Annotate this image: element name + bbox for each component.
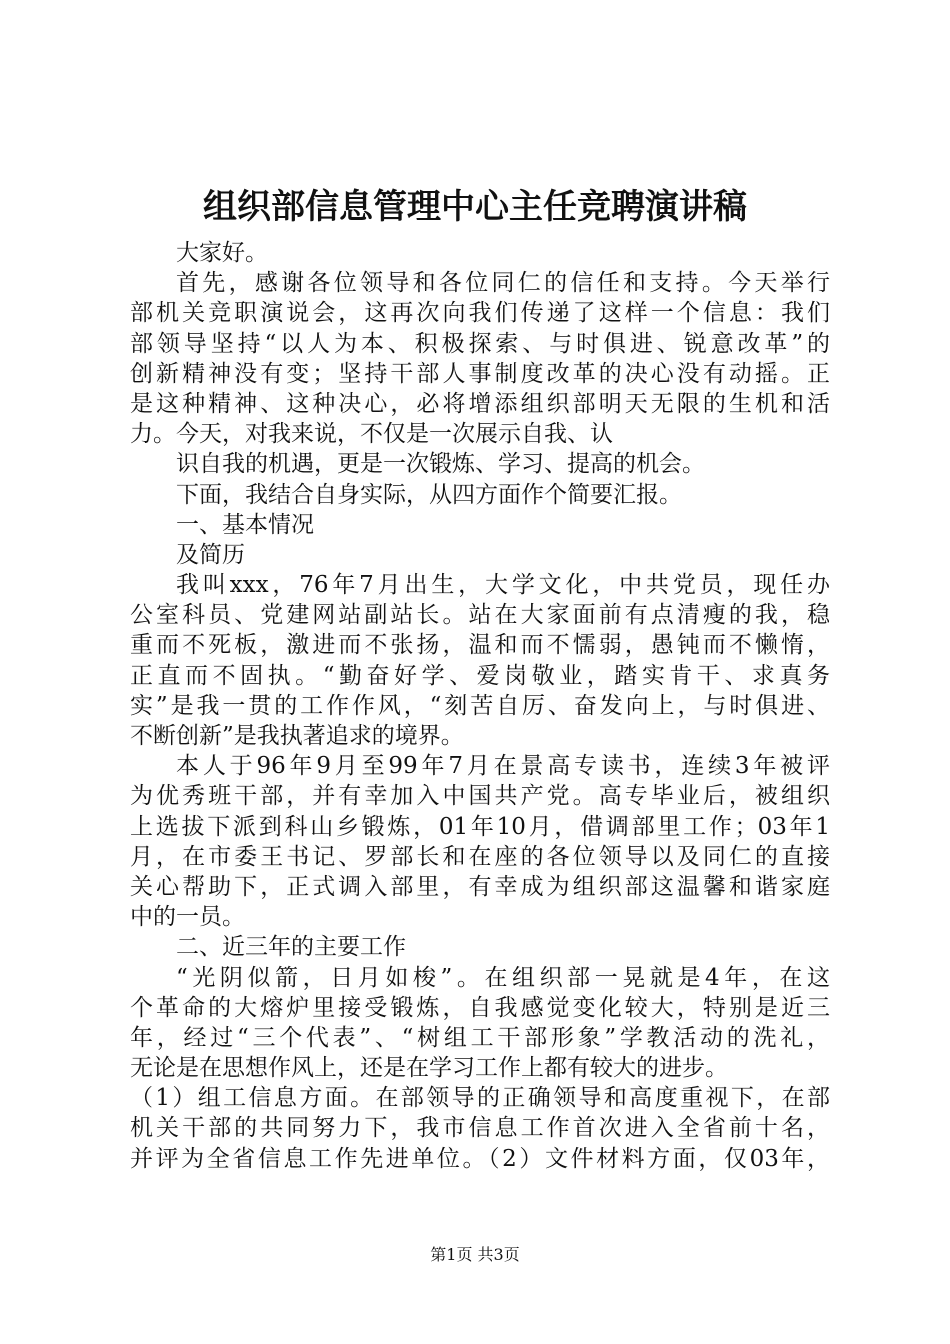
text-line: （1）组工信息方面。在部领导的正确领导和高度重视下，在部 [130,1085,830,1112]
text-line: 机关干部的共同努力下，我市信息工作首次进入全省前十名， [130,1115,830,1142]
text-line: 及简历 [176,541,245,568]
text-line: 部领导坚持“以人为本、积极探索、与时俱进、锐意改革”的 [130,330,830,357]
text-line: 并评为全省信息工作先进单位。（2）文件材料方面，仅03年， [130,1145,830,1172]
text-line: 识自我的机遇，更是一次锻炼、学习、提高的机会。 [176,451,705,478]
text-line: 实”是我一贯的工作作风，“刻苦自厉、奋发向上，与时俱进、 [130,692,830,719]
text-line: 重而不死板，激进而不张扬，温和而不懦弱，愚钝而不懒惰， [130,632,830,659]
text-line: 关心帮助下，正式调入部里，有幸成为组织部这温馨和谐家庭 [130,873,830,900]
text-line: 我叫xxx，76年7月出生，大学文化，中共党员，现任办 [176,572,830,599]
text-line: 年，经过“三个代表”、“树组工干部形象”学教活动的洗礼， [130,1024,830,1051]
text-line: 是这种精神、这种决心，必将增添组织部明天无限的生机和活 [130,390,830,417]
text-line: 力。今天，对我来说，不仅是一次展示自我、认 [130,421,613,448]
page-footer: 第1页 共3页 [430,1245,520,1264]
text-line: 公室科员、党建网站副站长。站在大家面前有点清瘦的我，稳 [130,602,830,629]
document-body [130,238,830,1174]
text-line: 大家好。 [176,240,268,266]
text-line: 首先，感谢各位领导和各位同仁的信任和支持。今天举行 [176,270,830,297]
text-line: 二、近三年的主要工作 [176,934,406,961]
text-line: 上选拔下派到科山乡锻炼，01年10月，借调部里工作；03年1 [130,813,830,840]
text-line: 创新精神没有变；坚持干部人事制度改革的决心没有动摇。正 [130,360,830,387]
text-line: 正直而不固执。“勤奋好学、爱岗敬业，踏实肯干、求真务 [130,662,830,689]
text-line: 个革命的大熔炉里接受锻炼，自我感觉变化较大，特别是近三 [130,994,830,1021]
document-title: 组织部信息管理中心主任竞聘演讲稿 [203,187,747,227]
text-line: 本人于96年9月至99年7月在景高专读书，连续3年被评 [176,753,830,780]
text-line: 为优秀班干部，并有幸加入中国共产党。高专毕业后，被组织 [130,783,830,810]
text-line: 不断创新”是我执著追求的境界。 [130,723,464,749]
text-line: 下面，我结合自身实际，从四方面作个简要汇报。 [176,481,682,508]
text-line: 部机关竞职演说会，这再次向我们传递了这样一个信息：我们 [130,300,830,327]
text-line: 一、基本情况 [176,511,314,538]
text-line: 月，在市委王书记、罗部长和在座的各位领导以及同仁的直接 [130,843,830,870]
text-line: 无论是在思想作风上，还是在学习工作上都有较大的进步。 [130,1055,728,1082]
text-line: “光阴似箭，日月如梭”。在组织部一晃就是4年，在这 [176,964,830,991]
text-line: 中的一员。 [130,904,245,931]
